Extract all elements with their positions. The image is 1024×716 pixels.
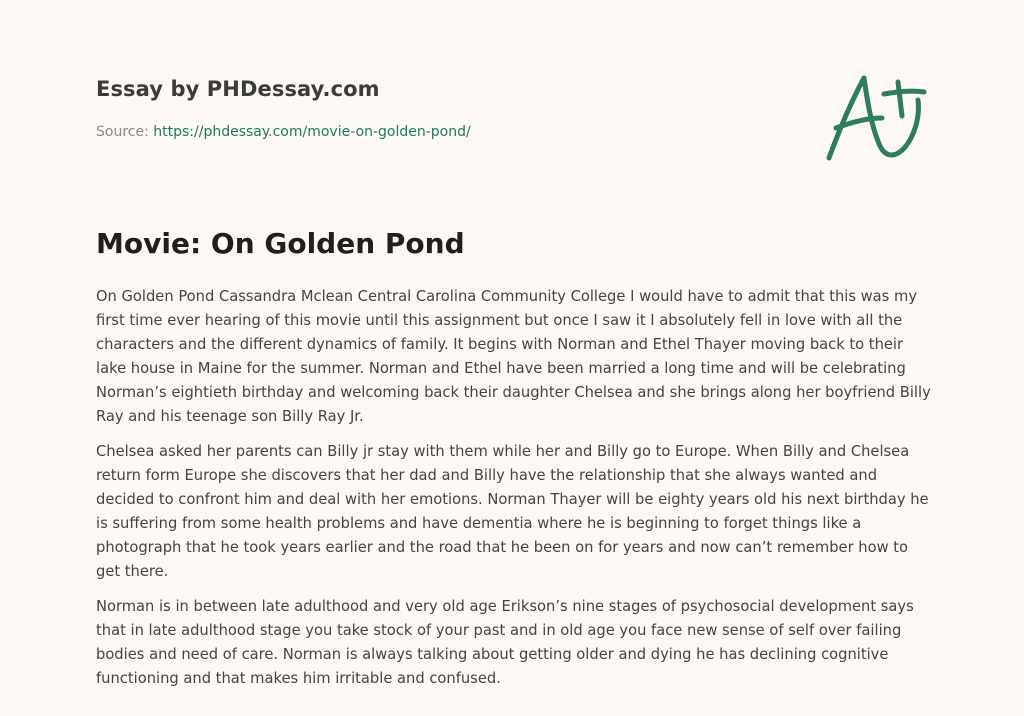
paragraph: Norman is in between late adulthood and very old age Erikson’s nine stages of psychosocial development says that in late adulthood stage you take stock of your past and in old age you face new sense of self over failing bodies and need of care. Norman is always talking about getting older and dying he has declining cognitive functioning and that makes him irritable and confused.: [96, 598, 914, 687]
source-line: [96, 122, 796, 142]
brand-title: Essay by PHDessay.com: [96, 77, 380, 101]
page-header: [96, 74, 796, 142]
paragraph: On Golden Pond Cassandra Mclean Central Carolina Community College I would have to admit that this was my first time ever hearing of this movie until this assignment but once I saw it I absolutely fell in love with all the characters and the different dynamics of family. It begins with Norman and Ethel Thayer moving back to their lake house in Maine for the summer. Norman and Ethel have been married a long time and will be celebrating Norman’s eightieth birthday and welcoming back their daughter Chelsea and she brings along her boyfriend Billy Ray and his teenage son Billy Ray Jr.: [96, 288, 931, 425]
source-label: Source:: [96, 124, 154, 140]
paragraph: Chelsea asked her parents can Billy jr stay with them while her and Billy go to Europe. When Billy and Chelsea return form Europe she discovers that her dad and Billy have the relationship that she always wanted and decided to confront him and deal with her emotions. Norman Thayer will be eighty years old his next birthday he is suffering from some health problems and have dementia where he is beginning to forget things like a photograph that he took years earlier and the road that he been on for years and now can’t remember how to get there.: [96, 443, 929, 580]
article-title: Movie: On Golden Pond: [96, 227, 465, 260]
article-body: [96, 285, 932, 702]
source-link[interactable]: https://phdessay.com/movie-on-golden-pond/: [153, 124, 471, 140]
a-plus-grade-icon: [820, 66, 930, 166]
